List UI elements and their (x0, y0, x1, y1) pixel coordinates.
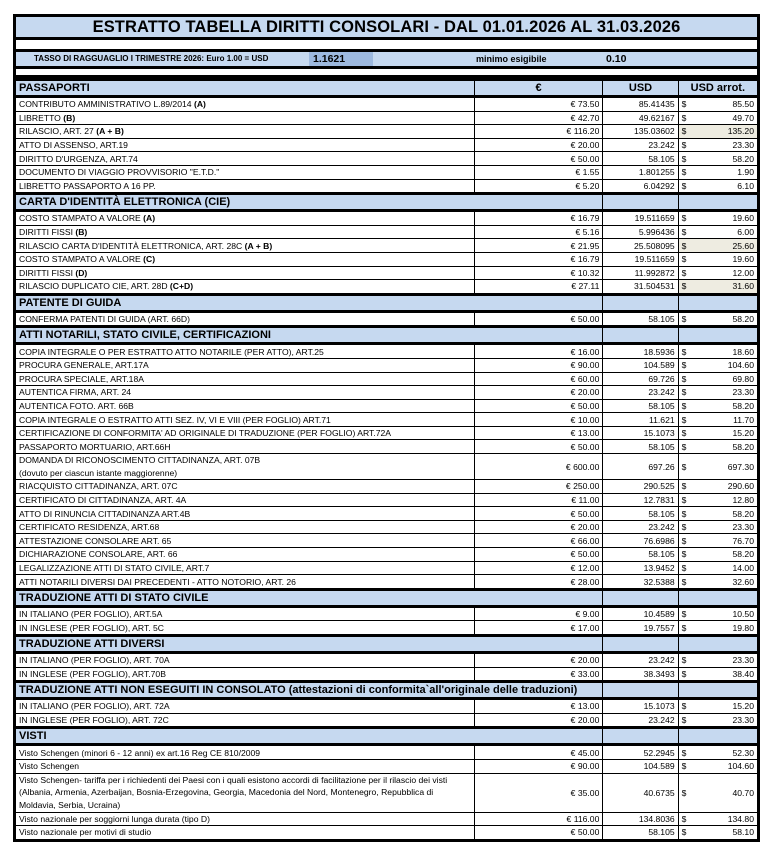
fee-eur: € 5.20 (474, 179, 603, 194)
currency-symbol: $ (681, 387, 687, 398)
fee-usd-rounded: $ 23.30 (678, 386, 758, 400)
table-row (15, 165, 759, 179)
exchange-rate-value: 1.1621 (309, 52, 373, 66)
currency-symbol: $ (681, 494, 687, 505)
fee-description: AUTENTICA FIRMA, ART. 24 (15, 386, 475, 400)
fee-usd: 18.5936 (603, 344, 678, 359)
table-row (15, 713, 759, 728)
fee-usd: 697.26 (603, 454, 678, 480)
fee-description: IN ITALIANO (PER FOGLIO), ART. 70A (15, 653, 475, 668)
fee-eur: € 50.00 (474, 399, 603, 413)
fee-usd-rounded: $ 104.60 (678, 358, 758, 372)
fee-eur: € 20.00 (474, 713, 603, 728)
section-title: TRADUZIONE ATTI DI STATO CIVILE (15, 589, 603, 606)
fee-eur: € 50.00 (474, 507, 603, 521)
fee-usd: 11.992872 (603, 266, 678, 280)
fee-usd-rounded: $ 23.30 (678, 653, 758, 668)
exchange-rate-row (13, 52, 760, 69)
fee-usd-rounded: $ 52.30 (678, 745, 758, 760)
fee-usd-rounded: $ 18.60 (678, 344, 758, 359)
fee-description: LIBRETTO PASSAPORTO A 16 PP. (15, 179, 475, 194)
fee-eur: € 5.16 (474, 225, 603, 239)
fee-eur: € 9.00 (474, 606, 603, 621)
currency-symbol: $ (681, 562, 687, 573)
currency-symbol: $ (681, 99, 687, 110)
fee-eur: € 50.00 (474, 826, 603, 841)
fee-description: CERTIFICAZIONE DI CONFORMITA' AD ORIGINALE DI TRADUZIONE (PER FOGLIO) ART.72A (15, 426, 475, 440)
table-row (15, 493, 759, 507)
currency-symbol: $ (681, 180, 687, 191)
fee-description: AUTENTICA FOTO. ART. 66B (15, 399, 475, 413)
fee-eur: € 66.00 (474, 534, 603, 548)
fee-usd: 58.105 (603, 399, 678, 413)
fee-description: COPIA INTEGRALE O PER ESTRATTO ATTO NOTARILE (PER ATTO), ART.25 (15, 344, 475, 359)
fee-usd: 69.726 (603, 372, 678, 386)
fee-description: DIRITTI FISSI (D) (15, 266, 475, 280)
currency-symbol: $ (681, 428, 687, 439)
fee-eur: € 16.79 (474, 252, 603, 266)
currency-symbol: $ (681, 508, 687, 519)
table-row (15, 440, 759, 454)
fee-usd-rounded: $ 58.10 (678, 826, 758, 841)
fee-usd-rounded: $ 134.80 (678, 812, 758, 826)
fee-usd: 135.03602 (603, 125, 678, 139)
fee-usd: 76.6986 (603, 534, 678, 548)
table-row (15, 653, 759, 668)
fee-usd: 23.242 (603, 520, 678, 534)
currency-symbol: $ (681, 267, 687, 278)
fee-description: RILASCIO CARTA D'IDENTITÀ ELETTRONICA, ART. 28C (A + B) (15, 239, 475, 253)
table-row (15, 548, 759, 562)
fee-usd-rounded: $ 58.20 (678, 152, 758, 166)
fee-eur: € 12.00 (474, 561, 603, 575)
fee-usd: 52.2945 (603, 745, 678, 760)
fee-description: IN INGLESE (PER FOGLIO), ART.70B (15, 667, 475, 682)
fee-usd: 58.105 (603, 152, 678, 166)
fee-usd-rounded: $ 23.30 (678, 520, 758, 534)
fee-eur: € 20.00 (474, 386, 603, 400)
fee-usd: 23.242 (603, 653, 678, 668)
fee-eur: € 250.00 (474, 480, 603, 494)
fee-description: CERTIFICATO DI CITTADINANZA, ART. 4A (15, 493, 475, 507)
currency-symbol: $ (681, 481, 687, 492)
fee-usd-rounded: $ 12.80 (678, 493, 758, 507)
fee-usd: 85.41435 (603, 97, 678, 112)
fee-usd: 290.525 (603, 480, 678, 494)
fee-usd-rounded: $ 19.60 (678, 211, 758, 226)
fee-usd: 13.9452 (603, 561, 678, 575)
fee-eur: € 21.95 (474, 239, 603, 253)
fee-eur: € 50.00 (474, 440, 603, 454)
fee-usd-rounded: $ 25.60 (678, 239, 758, 253)
table-row (15, 280, 759, 295)
fee-eur: € 90.00 (474, 358, 603, 372)
fee-usd-rounded: $ 23.30 (678, 138, 758, 152)
table-row (15, 344, 759, 359)
section-title: PATENTE DI GUIDA (15, 294, 603, 311)
fee-description: ATTESTAZIONE CONSOLARE ART. 65 (15, 534, 475, 548)
page-title: ESTRATTO TABELLA DIRITTI CONSOLARI - DAL 01.01.2026 AL 31.03.2026 (13, 14, 760, 40)
fee-description: Visto Schengen (minori 6 - 12 anni) ex art.16 Reg CE 810/2009 (15, 745, 475, 760)
fee-usd: 10.4589 (603, 606, 678, 621)
fee-usd-rounded: $ 12.00 (678, 266, 758, 280)
fee-usd: 23.242 (603, 386, 678, 400)
section-title: VISTI (15, 728, 603, 745)
currency-symbol: $ (681, 827, 687, 838)
currency-symbol: $ (681, 112, 687, 123)
fee-description: Visto nazionale per motivi di studio (15, 826, 475, 841)
currency-symbol: $ (681, 522, 687, 533)
fee-description: COSTO STAMPATO A VALORE (A) (15, 211, 475, 226)
currency-symbol: $ (681, 461, 687, 472)
fee-usd: 58.105 (603, 440, 678, 454)
column-header-usd-rounded: USD arrot. (678, 80, 758, 97)
table-row (15, 372, 759, 386)
minimum-value: 0.10 (606, 53, 627, 65)
fee-code: (A + B) (244, 240, 273, 251)
fee-description: Visto Schengen (15, 759, 475, 773)
fee-usd: 19.511659 (603, 211, 678, 226)
table-row (15, 561, 759, 575)
currency-symbol: $ (681, 227, 687, 238)
table-row (15, 358, 759, 372)
fee-eur: € 35.00 (474, 773, 603, 812)
table-row (15, 152, 759, 166)
fee-description: DIRITTO D'URGENZA, ART.74 (15, 152, 475, 166)
fee-eur: € 116.20 (474, 125, 603, 139)
fee-usd: 25.508095 (603, 239, 678, 253)
table-row (15, 125, 759, 139)
currency-symbol: $ (681, 240, 687, 251)
fee-usd-rounded: $ 76.70 (678, 534, 758, 548)
fee-description: PROCURA SPECIALE, ART.18A (15, 372, 475, 386)
fee-usd: 19.7557 (603, 621, 678, 636)
fee-eur: € 16.79 (474, 211, 603, 226)
table-row (15, 826, 759, 841)
fee-code: (D) (75, 267, 88, 278)
currency-symbol: $ (681, 549, 687, 560)
fee-eur: € 10.00 (474, 413, 603, 427)
section-title: ATTI NOTARILI, STATO CIVILE, CERTIFICAZIONI (15, 327, 603, 344)
minimum-label: minimo esigibile (476, 54, 547, 64)
fee-eur: € 600.00 (474, 454, 603, 480)
section-header (15, 327, 759, 344)
fee-code: (B) (63, 112, 76, 123)
fee-description: ATTO DI ASSENSO, ART.19 (15, 138, 475, 152)
fee-usd-rounded: $ 11.70 (678, 413, 758, 427)
table-row (15, 812, 759, 826)
table-row (15, 225, 759, 239)
fee-description: LIBRETTO (B) (15, 111, 475, 125)
currency-symbol: $ (681, 715, 687, 726)
fee-eur: € 60.00 (474, 372, 603, 386)
spacer-row (13, 40, 760, 52)
table-row (15, 386, 759, 400)
fee-usd: 19.511659 (603, 252, 678, 266)
fee-usd: 49.62167 (603, 111, 678, 125)
currency-symbol: $ (681, 441, 687, 452)
fee-usd: 23.242 (603, 138, 678, 152)
fee-description: CONFERMA PATENTI DI GUIDA (ART. 66D) (15, 311, 475, 327)
fee-code: (A) (193, 99, 206, 110)
fee-description: DIRITTI FISSI (B) (15, 225, 475, 239)
fee-description: RILASCIO DUPLICATO CIE, ART. 28D (C+D) (15, 280, 475, 295)
fee-description: PASSAPORTO MORTUARIO, ART.66H (15, 440, 475, 454)
currency-symbol: $ (681, 576, 687, 587)
fee-code: (C) (143, 254, 156, 265)
section-title: TRADUZIONE ATTI DIVERSI (15, 636, 603, 653)
fee-usd: 58.105 (603, 548, 678, 562)
fee-usd: 58.105 (603, 507, 678, 521)
section-header (15, 728, 759, 745)
fee-usd-rounded: $ 1.90 (678, 165, 758, 179)
currency-symbol: $ (681, 622, 687, 633)
fee-usd-rounded: $ 290.60 (678, 480, 758, 494)
fee-usd-rounded: $ 23.30 (678, 713, 758, 728)
fee-description: RILASCIO, ART. 27 (A + B) (15, 125, 475, 139)
table-row (15, 667, 759, 682)
fee-eur: € 50.00 (474, 311, 603, 327)
fee-usd-rounded: $ 40.70 (678, 773, 758, 812)
fee-usd: 104.589 (603, 358, 678, 372)
fee-usd: 11.621 (603, 413, 678, 427)
currency-symbol: $ (681, 761, 687, 772)
fee-usd: 32.5388 (603, 575, 678, 590)
fee-eur: € 11.00 (474, 493, 603, 507)
table-row (15, 507, 759, 521)
fee-usd-rounded: $ 58.20 (678, 399, 758, 413)
fee-usd-rounded: $ 19.80 (678, 621, 758, 636)
table-row (15, 480, 759, 494)
fee-usd: 31.504531 (603, 280, 678, 295)
fee-usd-rounded: $ 14.00 (678, 561, 758, 575)
fee-usd: 5.996436 (603, 225, 678, 239)
fee-description: IN INGLESE (PER FOGLIO), ART. 5C (15, 621, 475, 636)
fee-eur: € 10.32 (474, 266, 603, 280)
fee-eur: € 116.00 (474, 812, 603, 826)
fee-eur: € 28.00 (474, 575, 603, 590)
fee-usd: 58.105 (603, 311, 678, 327)
fee-code: (A) (143, 213, 156, 224)
fee-description: ATTO DI RINUNCIA CITTADINANZA ART.4B (15, 507, 475, 521)
fee-usd-rounded: $ 31.60 (678, 280, 758, 295)
fee-usd-rounded: $ 32.60 (678, 575, 758, 590)
currency-symbol: $ (681, 400, 687, 411)
table-row (15, 575, 759, 590)
fee-usd-rounded: $ 6.10 (678, 179, 758, 194)
currency-symbol: $ (681, 167, 687, 178)
fee-usd-rounded: $ 49.70 (678, 111, 758, 125)
fee-code: (C+D) (169, 281, 194, 292)
fee-usd-rounded: $ 15.20 (678, 426, 758, 440)
fee-usd-rounded: $ 10.50 (678, 606, 758, 621)
currency-symbol: $ (681, 153, 687, 164)
fee-code: (A + B) (96, 126, 124, 137)
fee-eur: € 50.00 (474, 152, 603, 166)
fee-description: Visto nazionale per soggiorni lunga durata (tipo D) (15, 812, 475, 826)
table-row (15, 97, 759, 112)
fee-description: DOCUMENTO DI VIAGGIO PROVVISORIO "E.T.D." (15, 165, 475, 179)
fee-eur: € 50.00 (474, 548, 603, 562)
fee-eur: € 33.00 (474, 667, 603, 682)
column-header-usd: USD (603, 80, 678, 97)
fee-usd: 15.1073 (603, 699, 678, 714)
fee-eur: € 73.50 (474, 97, 603, 112)
fee-description: COPIA INTEGRALE O ESTRATTO ATTI SEZ. IV, VI E VIII (PER FOGLIO) ART.71 (15, 413, 475, 427)
currency-symbol: $ (681, 360, 687, 371)
fee-usd-rounded: $ 58.20 (678, 548, 758, 562)
fee-eur: € 45.00 (474, 745, 603, 760)
fee-eur: € 42.70 (474, 111, 603, 125)
fees-table (13, 78, 760, 842)
fee-description: CONTRIBUTO AMMINISTRATIVO L.89/2014 (A) (15, 97, 475, 112)
fee-description: RIACQUISTO CITTADINANZA, ART. 07C (15, 480, 475, 494)
currency-symbol: $ (681, 535, 687, 546)
currency-symbol: $ (681, 787, 687, 798)
table-row (15, 179, 759, 194)
table-row (15, 252, 759, 266)
currency-symbol: $ (681, 668, 687, 679)
section-header (15, 194, 759, 211)
table-row (15, 520, 759, 534)
table-row (15, 745, 759, 760)
table-row (15, 773, 759, 812)
fee-eur: € 13.00 (474, 699, 603, 714)
section-header (15, 636, 759, 653)
fee-usd: 58.105 (603, 826, 678, 841)
currency-symbol: $ (681, 314, 687, 325)
fee-description: Visto Schengen- tariffa per i richiedenti dei Paesi con i quali esistono accordi di facilitazione per il rilascio dei visti (Albania, Armenia, Azerbaijan, Bosnia-Erzegovina, Georgia, Macedonia del Nord, Montenegro, Repubblica di Moldavia, Serbia, Ucraina) (15, 773, 475, 812)
currency-symbol: $ (681, 655, 687, 666)
fee-sheet (13, 14, 760, 842)
fee-usd-rounded: $ 38.40 (678, 667, 758, 682)
currency-symbol: $ (681, 126, 687, 137)
fee-usd: 134.8036 (603, 812, 678, 826)
currency-symbol: $ (681, 254, 687, 265)
table-row (15, 399, 759, 413)
fee-eur: € 20.00 (474, 520, 603, 534)
fee-usd-rounded: $ 58.20 (678, 311, 758, 327)
section-header (15, 589, 759, 606)
table-row (15, 239, 759, 253)
fee-usd-rounded: $ 697.30 (678, 454, 758, 480)
fee-usd-rounded: $ 104.60 (678, 759, 758, 773)
exchange-rate-label: TASSO DI RAGGUAGLIO I TRIMESTRE 2026: Euro 1.00 = USD (34, 54, 269, 63)
fee-usd: 38.3493 (603, 667, 678, 682)
fee-usd-rounded: $ 19.60 (678, 252, 758, 266)
fee-description: ATTI NOTARILI DIVERSI DAI PRECEDENTI - ATTO NOTORIO, ART. 26 (15, 575, 475, 590)
fee-usd-rounded: $ 6.00 (678, 225, 758, 239)
table-row (15, 138, 759, 152)
fee-description: LEGALIZZAZIONE ATTI DI STATO CIVILE, ART.7 (15, 561, 475, 575)
fee-description: PROCURA GENERALE, ART.17A (15, 358, 475, 372)
fee-eur: € 13.00 (474, 426, 603, 440)
table-row (15, 606, 759, 621)
fee-eur: € 27.11 (474, 280, 603, 295)
fee-description: IN ITALIANO (PER FOGLIO), ART. 72A (15, 699, 475, 714)
currency-symbol: $ (681, 747, 687, 758)
table-row (15, 426, 759, 440)
fee-usd: 12.7831 (603, 493, 678, 507)
section-header (15, 682, 759, 699)
fee-usd: 40.6735 (603, 773, 678, 812)
fee-usd: 104.589 (603, 759, 678, 773)
fee-description: IN INGLESE (PER FOGLIO), ART. 72C (15, 713, 475, 728)
table-row (15, 454, 759, 480)
currency-symbol: $ (681, 281, 687, 292)
fee-description: COSTO STAMPATO A VALORE (C) (15, 252, 475, 266)
fee-eur: € 1.55 (474, 165, 603, 179)
fee-eur: € 20.00 (474, 138, 603, 152)
currency-symbol: $ (681, 813, 687, 824)
currency-symbol: $ (681, 213, 687, 224)
fee-eur: € 20.00 (474, 653, 603, 668)
fee-usd-rounded: $ 15.20 (678, 699, 758, 714)
currency-symbol: $ (681, 701, 687, 712)
fee-eur: € 17.00 (474, 621, 603, 636)
fee-usd-rounded: $ 58.20 (678, 440, 758, 454)
fee-code: (B) (75, 227, 88, 238)
fee-usd: 6.04292 (603, 179, 678, 194)
table-row (15, 759, 759, 773)
fee-usd: 23.242 (603, 713, 678, 728)
section-header (15, 294, 759, 311)
table-row (15, 534, 759, 548)
fee-usd: 1.801255 (603, 165, 678, 179)
fee-eur: € 90.00 (474, 759, 603, 773)
fee-note: (dovuto per ciascun istante maggiorenne) (19, 467, 178, 478)
section-title: PASSAPORTI (15, 80, 475, 97)
table-row (15, 111, 759, 125)
currency-symbol: $ (681, 140, 687, 151)
fee-description: DICHIARAZIONE CONSOLARE, ART. 66 (15, 548, 475, 562)
table-row (15, 413, 759, 427)
fee-description: CERTIFICATO RESIDENZA, ART.68 (15, 520, 475, 534)
fee-usd-rounded: $ 58.20 (678, 507, 758, 521)
table-row (15, 311, 759, 327)
fee-description: IN ITALIANO (PER FOGLIO), ART.5A (15, 606, 475, 621)
spacer-row (13, 69, 760, 78)
table-row (15, 621, 759, 636)
section-header (15, 80, 759, 97)
currency-symbol: $ (681, 373, 687, 384)
fee-description: DOMANDA DI RICONOSCIMENTO CITTADINANZA, ART. 07B (dovuto per ciascun istante maggiorenne) (15, 454, 475, 480)
currency-symbol: $ (681, 346, 687, 357)
currency-symbol: $ (681, 609, 687, 620)
fee-usd-rounded: $ 135.20 (678, 125, 758, 139)
table-row (15, 266, 759, 280)
fee-usd-rounded: $ 69.80 (678, 372, 758, 386)
section-title: CARTA D'IDENTITÀ ELETTRONICA (CIE) (15, 194, 603, 211)
currency-symbol: $ (681, 414, 687, 425)
fee-usd: 15.1073 (603, 426, 678, 440)
fee-eur: € 16.00 (474, 344, 603, 359)
column-header-eur: € (474, 80, 603, 97)
table-row (15, 211, 759, 226)
section-title: TRADUZIONE ATTI NON ESEGUITI IN CONSOLATO (attestazioni di conformita`all'originale delle traduzioni) (15, 682, 603, 699)
fee-usd-rounded: $ 85.50 (678, 97, 758, 112)
table-row (15, 699, 759, 714)
